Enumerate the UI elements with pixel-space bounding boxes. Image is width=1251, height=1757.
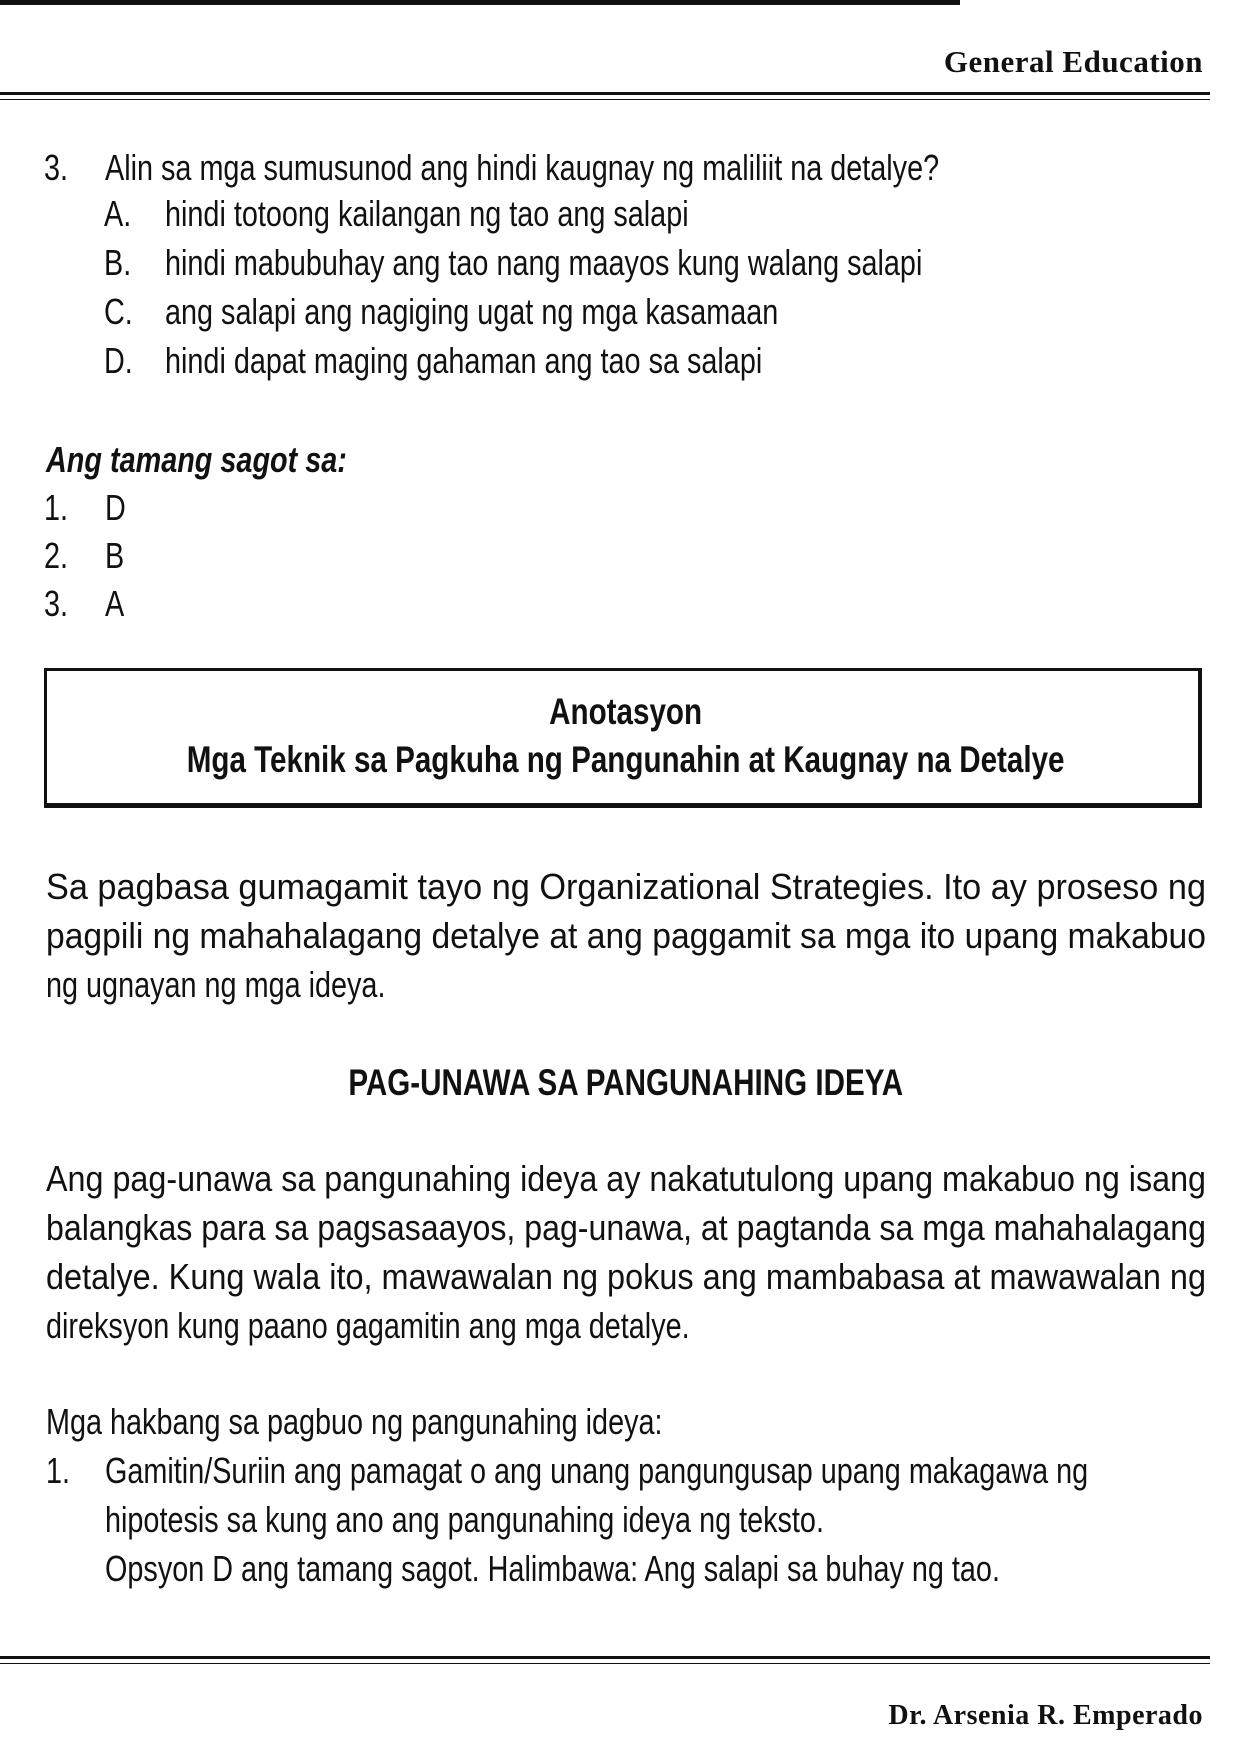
paragraph-line: Sa pagbasa gumagamit tayo ng Organizational Strategies. Ito ay proseso ng <box>46 866 1206 907</box>
annotation-subtitle: Mga Teknik sa Pagkuha ng Pangunahin at Kaugnay na Detalye <box>187 739 1065 780</box>
answer-value-2: B <box>105 535 125 576</box>
answer-value-3: A <box>105 583 125 624</box>
option-letter-c: C. <box>104 291 133 332</box>
header-rule <box>0 92 1210 95</box>
running-head: General Education <box>943 44 1203 79</box>
header-rule-secondary <box>0 99 1210 100</box>
steps-intro: Mga hakbang sa pagbuo ng pangunahing ideya: <box>46 1401 663 1442</box>
main-paragraph <box>46 1154 1206 1350</box>
intro-paragraph <box>46 862 1206 1009</box>
step-line: Opsyon D ang tamang sagot. Halimbawa: Ang salapi sa buhay ng tao. <box>105 1548 1000 1589</box>
answer-number-1: 1. <box>44 487 69 528</box>
question-number: 3. <box>44 147 69 188</box>
paragraph-line: balangkas para sa pagsasaayos, pag-unawa, at pagtanda sa mga mahahalagang <box>46 1207 1206 1248</box>
annotation-title: Anotasyon <box>549 691 703 732</box>
step-line: hipotesis sa kung ano ang pangunahing ideya ng teksto. <box>105 1499 824 1540</box>
paragraph-line: pagpili ng mahahalagang detalye at ang paggamit sa mga ito upang makabuo <box>46 915 1206 956</box>
answer-key-heading: Ang tamang sagot sa: <box>46 439 347 480</box>
annotation-box <box>44 668 1202 808</box>
option-letter-a: A. <box>104 193 132 234</box>
answer-value-1: D <box>105 487 126 528</box>
paragraph-line: ng ugnayan ng mga ideya. <box>46 964 386 1005</box>
footer-rule <box>0 1656 1210 1659</box>
footer-author: Dr. Arsenia R. Emperado <box>888 1700 1203 1731</box>
option-letter-b: B. <box>104 242 132 283</box>
answer-number-3: 3. <box>44 583 69 624</box>
paragraph-line: Ang pag-unawa sa pangunahing ideya ay nakatutulong upang makabuo ng isang <box>46 1158 1206 1199</box>
section-heading: PAG-UNAWA SA PANGUNAHING IDEYA <box>348 1062 903 1103</box>
answer-number-2: 2. <box>44 535 69 576</box>
step-number: 1. <box>46 1450 71 1491</box>
option-text-c: ang salapi ang nagiging ugat ng mga kasamaan <box>165 291 779 332</box>
paragraph-line: direksyon kung paano gagamitin ang mga detalye. <box>46 1305 690 1346</box>
question-stem: Alin sa mga sumusunod ang hindi kaugnay ng maliliit na detalye? <box>105 147 940 188</box>
top-rule <box>0 0 960 5</box>
footer-rule-secondary <box>0 1663 1210 1664</box>
option-text-d: hindi dapat maging gahaman ang tao sa salapi <box>165 340 763 381</box>
option-letter-d: D. <box>104 340 133 381</box>
step-line: Gamitin/Suriin ang pamagat o ang unang pangungusap upang makagawa ng <box>105 1450 1089 1491</box>
paragraph-line: detalye. Kung wala ito, mawawalan ng pokus ang mambabasa at mawawalan ng <box>46 1256 1206 1297</box>
option-text-a: hindi totoong kailangan ng tao ang salapi <box>165 193 689 234</box>
option-text-b: hindi mabubuhay ang tao nang maayos kung walang salapi <box>165 242 923 283</box>
